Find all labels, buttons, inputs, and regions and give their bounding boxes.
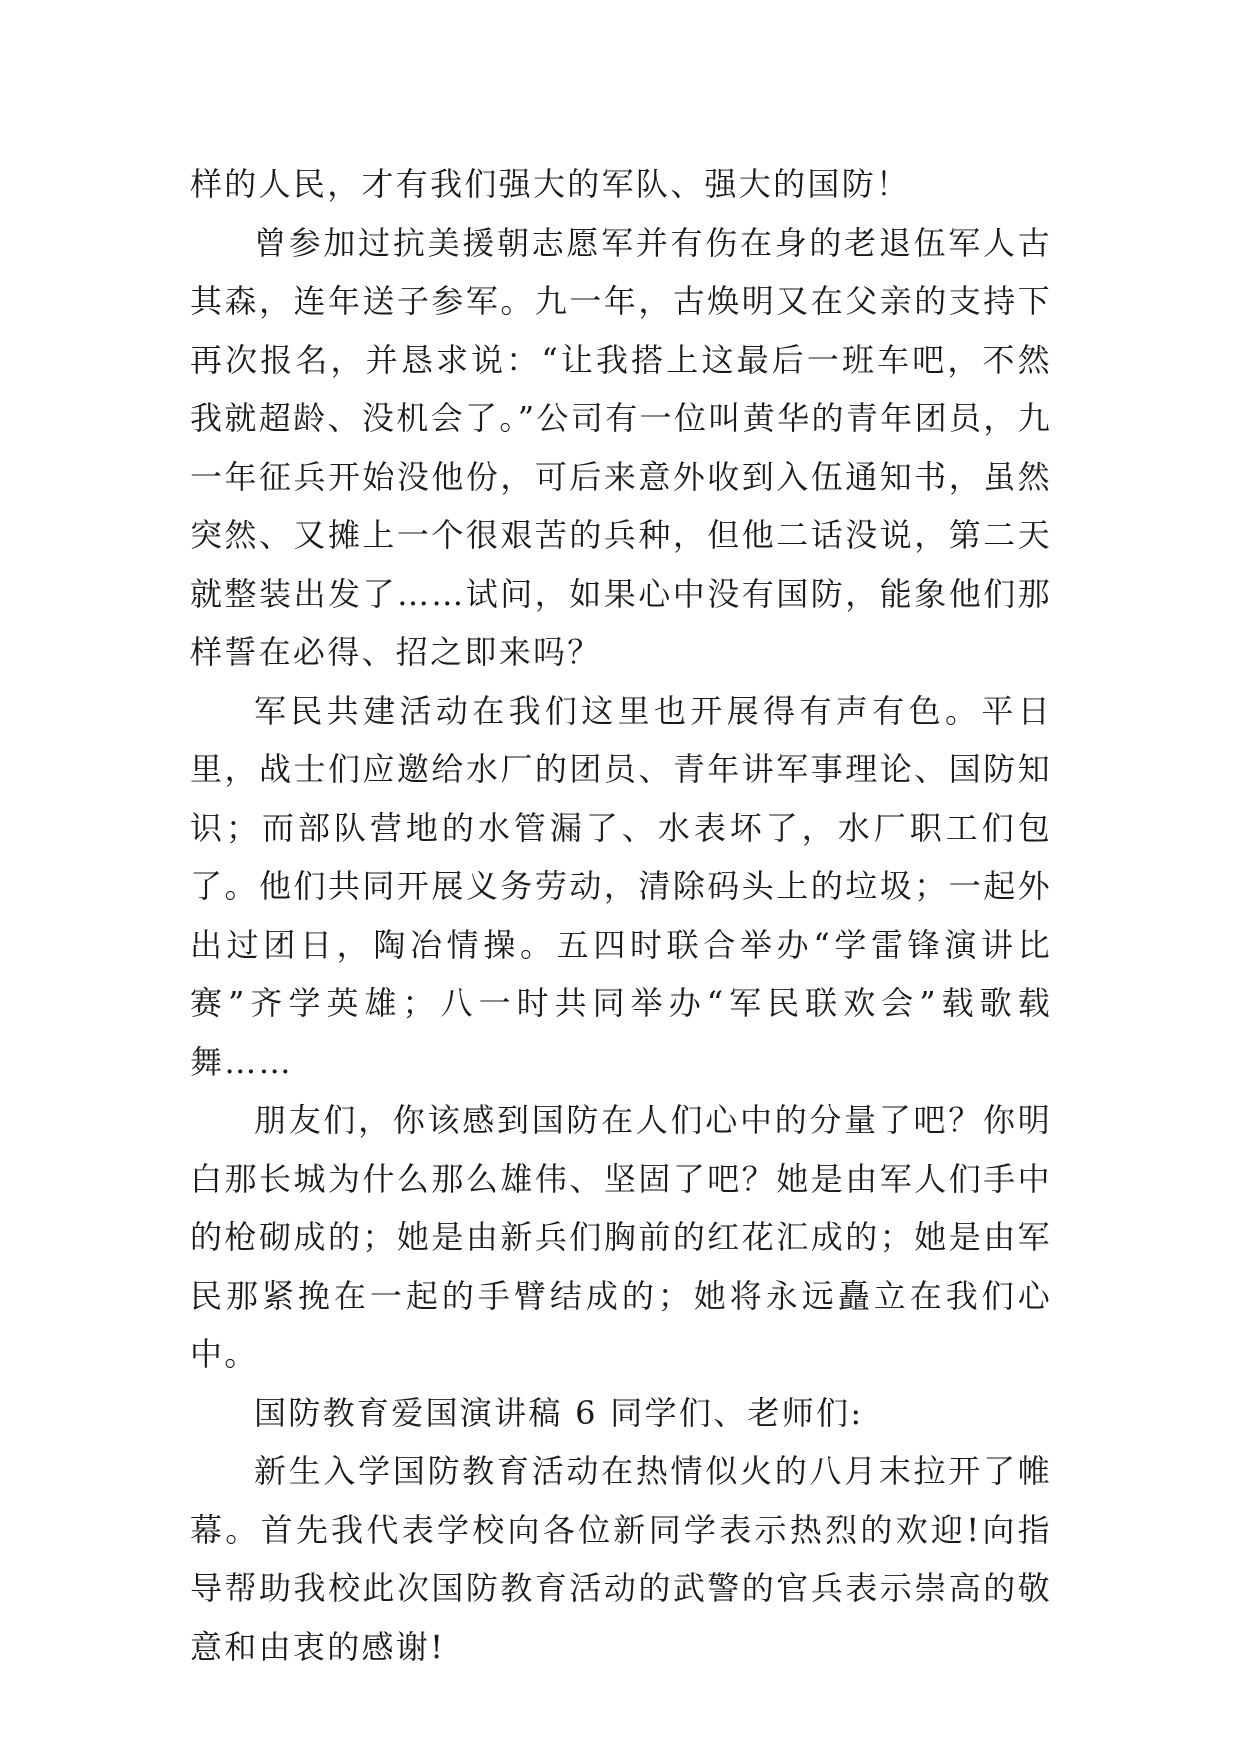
paragraph-6: 新生入学国防教育活动在热情似火的八月末拉开了帷幕。首先我代表学校向各位新同学表示热烈的欢迎!向指导帮助我校此次国防教育活动的武警的官兵表示崇高的敬意和由衷的感谢! — [190, 1452, 1052, 1666]
paragraph-4: 朋友们，你该感到国防在人们心中的分量了吧？你明白那长城为什么那么雄伟、坚固了吧？她是由军人们手中的枪砌成的；她是由新兵们胸前的红花汇成的；她是由军民那紧挽在一起的手臂结成的；她将永远矗立在我们心中。 — [190, 1101, 1052, 1373]
paragraph-2: 曾参加过抗美援朝志愿军并有伤在身的老退伍军人古其森，连年送子参军。九一年，古焕明又在父亲的支持下再次报名，并恳求说：“让我搭上这最后一班车吧，不然我就超龄、没机会了。”公司有一位叫黄华的青年团员，九一年征兵开始没他份，可后来意外收到入伍通知书，虽然突然、又摊上一个很艰苦的兵种，但他二话没说，第二天就整装出发了……试问，如果心中没有国防，能象他们那样誓在必得、招之即来吗？ — [190, 223, 1052, 671]
paragraph-3: 军民共建活动在我们这里也开展得有声有色。平日里，战士们应邀给水厂的团员、青年讲军事理论、国防知识；而部队营地的水管漏了、水表坏了，水厂职工们包了。他们共同开展义务劳动，清除码头上的垃圾；一起外出过团日，陶冶情操。五四时联合举办“学雷锋演讲比赛”齐学英雄；八一时共同举办“军民联欢会”载歌载舞…… — [190, 691, 1052, 1081]
paragraph-5-speech-heading: 国防教育爱国演讲稿 6 同学们、老师们: — [254, 1393, 864, 1432]
document-body — [190, 155, 1052, 1676]
paragraph-1: 样的人民，才有我们强大的军队、强大的国防！ — [190, 165, 911, 203]
